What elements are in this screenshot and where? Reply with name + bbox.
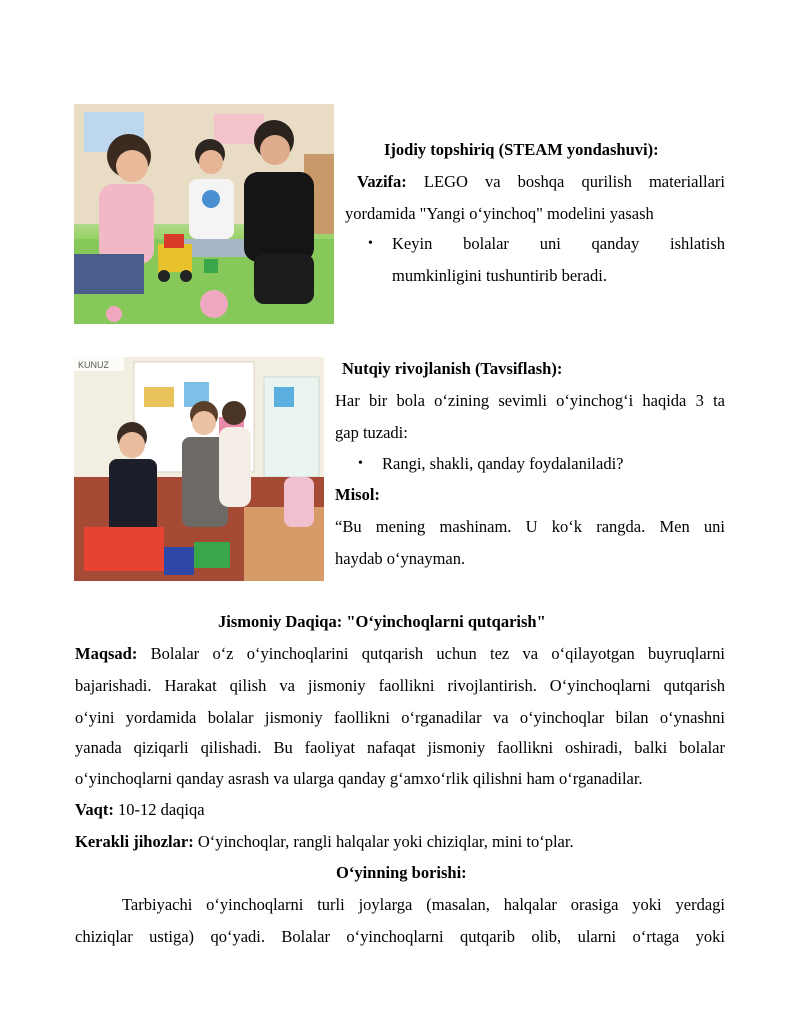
lego-play-illustration [74, 104, 334, 324]
equipment-line [75, 832, 574, 852]
time-line [75, 800, 205, 820]
bullet-icon: • [358, 456, 363, 471]
section1-task-line1 [357, 172, 725, 192]
toys-illustration [74, 357, 324, 581]
section1-bullet-line1: Keyin bolalar uni qanday ishlatish [392, 234, 725, 253]
section1-task-line2: yordamida "Yangi o‘yinchoq" modelini yasash [345, 204, 654, 223]
equipment-value: O‘yinchoqlar, rangli halqalar yoki chiziqlar, mini to‘plar. [197, 832, 574, 851]
process-line2: chiziqlar ustiga) qo‘yadi. Bolalar o‘yinchoqlarni qutqarib olib, ularni o‘rtaga yoki [75, 927, 725, 946]
purpose-label: Maqsad: [75, 644, 138, 663]
purpose-line1 [75, 644, 725, 664]
section2-heading: Nutqiy rivojlanish (Tavsiflash): [342, 359, 563, 378]
example-label: Misol: [335, 485, 380, 504]
time-value: 10-12 daqiqa [117, 800, 205, 819]
section2-line1: Har bir bola o‘zining sevimli o‘yinchog‘i haqida 3 ta [335, 391, 725, 410]
process-heading: O‘yinning borishi: [336, 863, 467, 882]
section2-line2: gap tuzadi: [335, 423, 408, 442]
photo-watermark-logo: KUNUZ [78, 360, 109, 370]
purpose-line5: o‘yinchoqlarni qanday asrash va ularga qanday g‘amxo‘rlik qilishni ham o‘rganadilar. [75, 769, 643, 788]
lego-play-photo [74, 104, 334, 324]
bullet-icon: • [368, 236, 373, 251]
section1-bullet-line2: mumkinligini tushuntirib beradi. [392, 266, 607, 285]
toys-photo [74, 357, 324, 581]
time-label: Vaqt: [75, 800, 114, 819]
example-line2: haydab o‘ynayman. [335, 549, 466, 568]
section3-heading: Jismoniy Daqiqa: "O‘yinchoqlarni qutqarish" [218, 612, 546, 631]
section2-bullet: Rangi, shakli, qanday foydalaniladi? [382, 454, 624, 473]
task-text-1: LEGO va boshqa qurilish materiallari [423, 172, 726, 191]
purpose-text-1: Bolalar o‘z o‘yinchoqlarini qutqarish uchun tez va o‘qilayotgan buyruqlarni [150, 644, 725, 663]
task-label: Vazifa: [357, 172, 407, 191]
process-line1: Tarbiyachi o‘yinchoqlarni turli joylarga (masalan, halqalar orasiga yoki yerdagi [122, 895, 725, 914]
equipment-label: Kerakli jihozlar: [75, 832, 194, 851]
purpose-line4: yanada qiziqarli qilishadi. Bu faoliyat nafaqat jismoniy faollikni oshiradi, balki bolalar [75, 738, 725, 757]
section1-heading: Ijodiy topshiriq (STEAM yondashuvi): [384, 140, 659, 159]
purpose-line2: bajarishadi. Harakat qilish va jismoniy faollikni rivojlantirish. O‘yinchoqlarni qutqarish [75, 676, 725, 695]
purpose-line3: o‘yini yordamida bolalar jismoniy faollikni o‘rganadilar va o‘yinchoqlar bilan o‘ynashni [75, 708, 725, 727]
example-line1: “Bu mening mashinam. U ko‘k rangda. Men uni [335, 517, 725, 536]
